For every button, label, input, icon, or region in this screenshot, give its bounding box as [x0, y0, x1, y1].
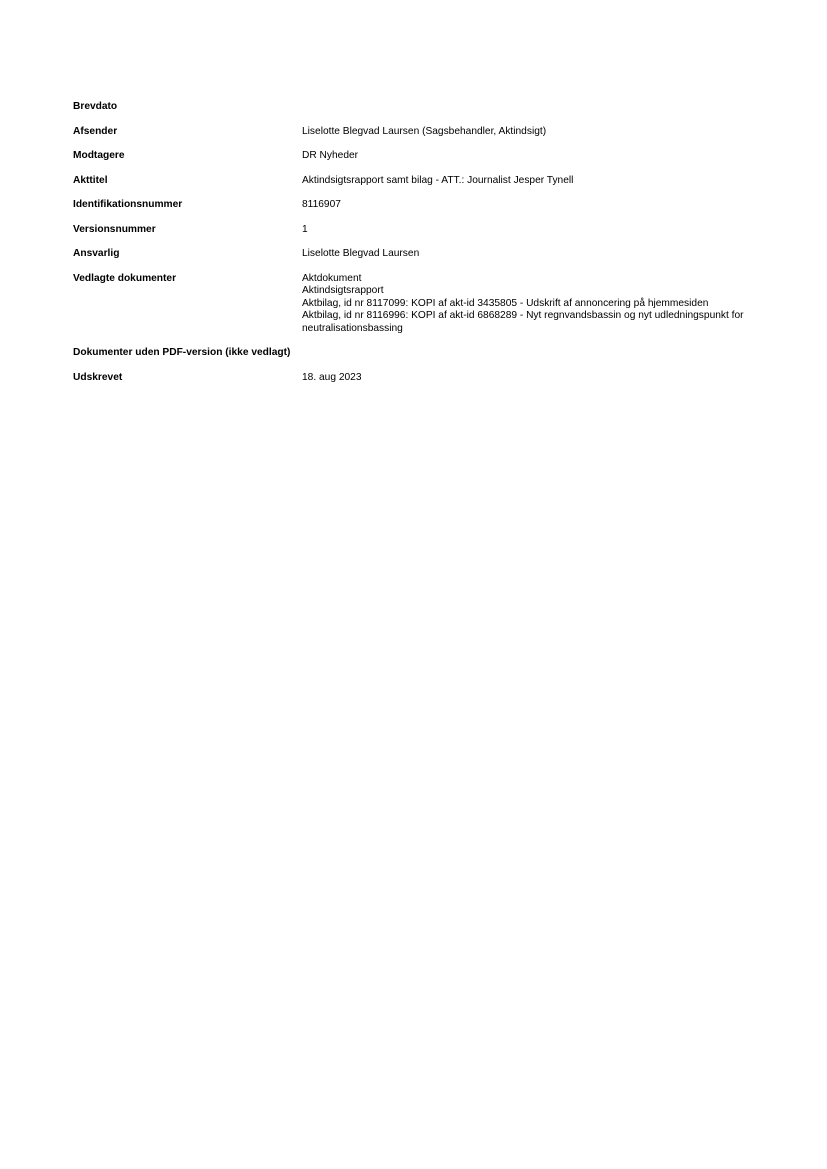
- attachment-item: Aktbilag, id nr 8117099: KOPI af akt-id 3435805 - Udskrift af annoncering på hjemmesiden: [302, 297, 709, 309]
- field-row-ansvarlig: [73, 248, 773, 261]
- field-label-afsender: Afsender: [73, 125, 118, 137]
- field-value-identifikationsnummer: 8116907: [302, 199, 341, 210]
- field-label-brevdato: Brevdato: [73, 101, 118, 112]
- field-row-brevdato: [73, 101, 773, 114]
- field-value-afsender: Liselotte Blegvad Laursen (Sagsbehandler, Aktindsigt): [302, 125, 547, 137]
- attachment-item: Aktbilag, id nr 8116996: KOPI af akt-id 6868289 - Nyt regnvandsbassin og nyt udledningspunkt for neutralisationsbassing: [302, 310, 744, 334]
- field-label-identifikationsnummer: Identifikationsnummer: [73, 199, 183, 210]
- field-label-modtagere: Modtagere: [73, 150, 125, 161]
- field-label-versionsnummer: Versionsnummer: [73, 223, 156, 235]
- field-row-versionsnummer: [73, 224, 773, 237]
- field-value-ansvarlig: Liselotte Blegvad Laursen: [302, 248, 420, 259]
- field-label-vedlagte-dokumenter: Vedlagte dokumenter: [73, 272, 177, 284]
- field-label-ansvarlig: Ansvarlig: [73, 248, 120, 259]
- field-label-dokumenter-uden-pdf: Dokumenter uden PDF-version (ikke vedlagt): [73, 347, 291, 358]
- field-row-identifikationsnummer: [73, 199, 773, 212]
- field-row-afsender: [73, 126, 773, 139]
- field-label-akttitel: Akttitel: [73, 174, 108, 186]
- field-label-udskrevet: Udskrevet: [73, 371, 123, 383]
- attachment-item: Aktdokument: [302, 272, 362, 284]
- field-value-akttitel: Aktindsigtsrapport samt bilag - ATT.: Journalist Jesper Tynell: [302, 174, 574, 186]
- field-value-udskrevet: 18. aug 2023: [302, 371, 362, 383]
- field-row-vedlagte-dokumenter: [73, 273, 773, 336]
- field-row-modtagere: [73, 150, 773, 163]
- field-value-modtagere: DR Nyheder: [302, 150, 359, 161]
- attachment-item: Aktindsigtsrapport: [302, 285, 384, 296]
- field-value-versionsnummer: 1: [302, 223, 308, 235]
- field-row-dokumenter-uden-pdf: [73, 347, 773, 360]
- field-row-udskrevet: [73, 372, 773, 385]
- document-metadata: [73, 101, 773, 396]
- attachments-list: [302, 273, 773, 336]
- field-row-akttitel: [73, 175, 773, 188]
